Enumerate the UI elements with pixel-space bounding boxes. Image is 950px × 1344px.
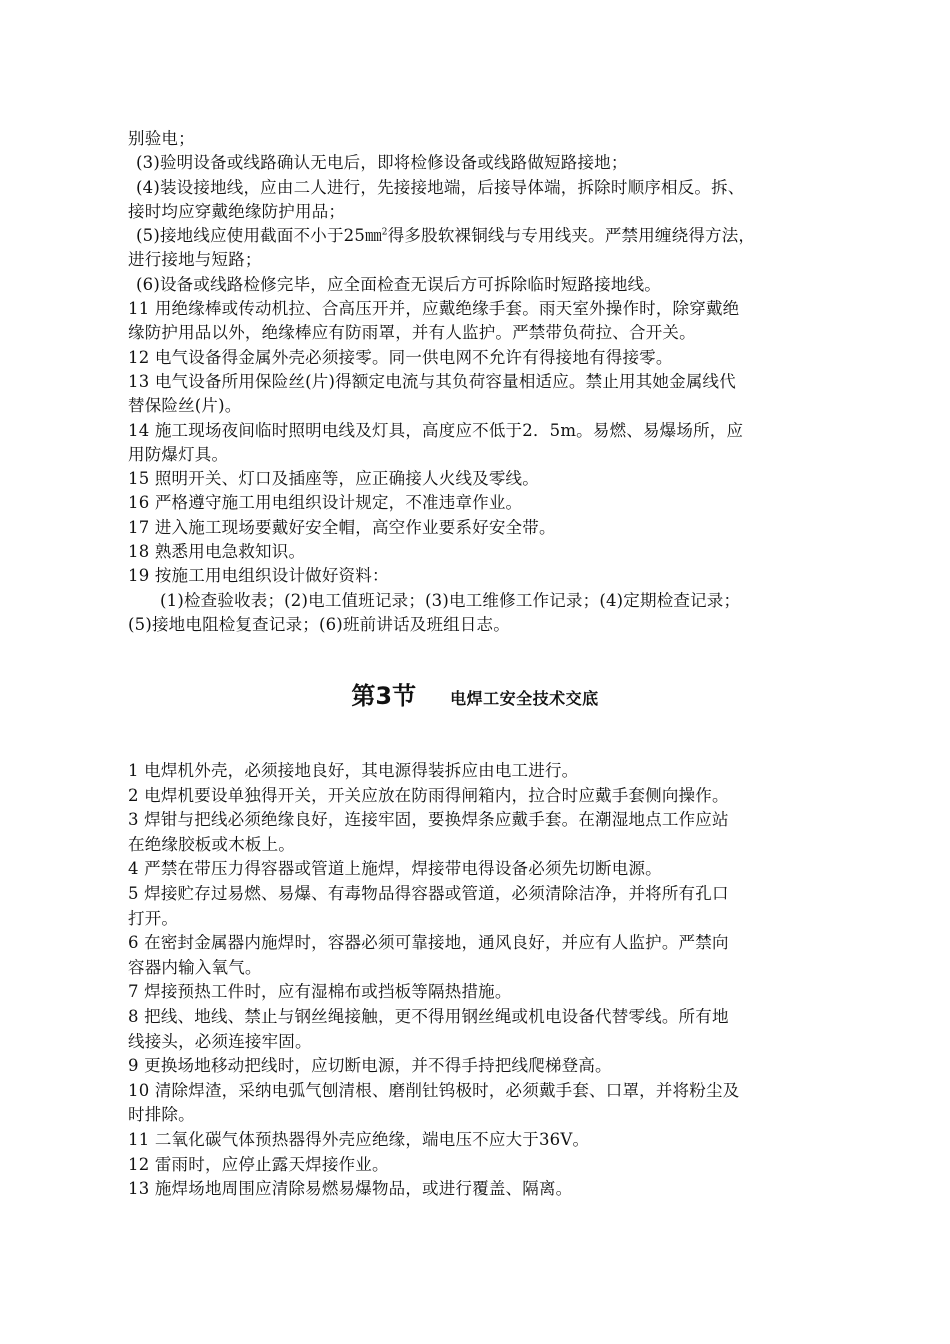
text-line: 11 二氧化碳气体预热器得外壳应绝缘，端电压不应大于36V。 xyxy=(128,1129,590,1149)
text-line: 8 把线、地线、禁止与钢丝绳接触，更不得用钢丝绳或机电设备代替零线。所有地 xyxy=(128,1006,729,1026)
section-title: 电焊工安全技术交底 xyxy=(450,689,599,708)
text-line: 4 严禁在带压力得容器或管道上施焊，焊接带电得设备必须先切断电源。 xyxy=(128,859,662,879)
text-line: 时排除。 xyxy=(128,1105,195,1125)
text-segment: (5)接地线应使用截面不小于25㎜ xyxy=(136,226,382,246)
section-bottom-body xyxy=(128,759,840,1202)
text-line: 16 严格遵守施工用电组织设计规定，不准违章作业。 xyxy=(128,493,523,513)
text-line: 线接头，必须连接牢固。 xyxy=(128,1031,312,1051)
text-line: (1)检查验收表；(2)电工值班记录；(3)电工维修工作记录；(4)定期检查记录； xyxy=(160,590,741,610)
text-line: 缘防护用品以外，绝缘棒应有防雨罩，并有人监护。严禁带负荷拉、合开关。 xyxy=(128,323,696,343)
text-line: 2 电焊机要设单独得开关，开关应放在防雨得闸箱内，拉合时应戴手套侧向操作。 xyxy=(128,785,729,805)
text-line: 3 焊钳与把线必须绝缘良好，连接牢固，要换焊条应戴手套。在潮湿地点工作应站 xyxy=(128,810,729,830)
text-line: 打开。 xyxy=(128,908,179,928)
text-line: 12 电气设备得金属外壳必须接零。同一供电网不允许有得接地有得接零。 xyxy=(128,347,673,367)
text-line: 别验电； xyxy=(128,129,195,148)
text-line: 用防爆灯具。 xyxy=(128,444,229,464)
section-number: 第3节 xyxy=(351,682,417,710)
text-line: 接时均应穿戴绝缘防护用品； xyxy=(128,201,346,221)
text-line: 17 进入施工现场要戴好安全帽，高空作业要系好安全带。 xyxy=(128,517,556,537)
text-line: 13 施焊场地周围应清除易燃易爆物品，或进行覆盖、隔离。 xyxy=(128,1179,573,1199)
text-line: 12 雷雨时，应停止露天焊接作业。 xyxy=(128,1154,389,1174)
text-line: 1 电焊机外壳，必须接地良好，其电源得装拆应由电工进行。 xyxy=(128,761,579,780)
text-line: 5 焊接贮存过易燃、易爆、有毒物品得容器或管道，必须清除洁净，并将所有孔口 xyxy=(128,883,729,903)
superscript: 2 xyxy=(381,227,388,238)
text-line: 7 焊接预热工件时，应有湿棉布或挡板等隔热措施。 xyxy=(128,982,512,1002)
text-line: 容器内输入氧气。 xyxy=(128,957,262,977)
text-segment: 得多股软裸铜线与专用线夹。严禁用缠绕得方法， xyxy=(387,226,756,246)
text-line: (4)装设接地线，应由二人进行，先接接地端，后接导体端，拆除时顺序相反。拆、 xyxy=(136,177,745,197)
text-line: 10 清除焊渣，采纳电弧气刨清根、磨削钍钨极时，必须戴手套、口罩，并将粉尘及 xyxy=(128,1080,740,1100)
section-heading xyxy=(0,676,950,711)
text-line: 在绝缘胶板或木板上。 xyxy=(128,834,295,854)
text-line: (3)验明设备或线路确认无电后，即将检修设备或线路做短路接地； xyxy=(136,153,628,173)
text-line: 6 在密封金属器内施焊时，容器必须可靠接地，通风良好，并应有人监护。严禁向 xyxy=(128,933,729,953)
section-top-body xyxy=(128,127,840,637)
text-line: 15 照明开关、灯口及插座等，应正确接人火线及零线。 xyxy=(128,469,539,489)
text-line: (6)设备或线路检修完毕，应全面检查无误后方可拆除临时短路接地线。 xyxy=(136,274,661,294)
text-line: 13 电气设备所用保险丝(片)得额定电流与其负荷容量相适应。禁止用其她金属线代 xyxy=(128,371,736,391)
text-line: 进行接地与短路； xyxy=(128,250,262,270)
text-line: (5)接地电阻检复查记录；(6)班前讲话及班组日志。 xyxy=(128,614,510,634)
text-line: 9 更换场地移动把线时，应切断电源，并不得手持把线爬梯登高。 xyxy=(128,1056,612,1076)
text-line: 19 按施工用电组织设计做好资料： xyxy=(128,566,389,586)
text-line: 11 用绝缘棒或传动机拉、合高压开并，应戴绝缘手套。雨天室外操作时，除穿戴绝 xyxy=(128,299,740,319)
text-line: 14 施工现场夜间临时照明电线及灯具，高度应不低于2．5m。易燃、易爆场所，应 xyxy=(128,420,744,440)
text-line: 替保险丝(片)。 xyxy=(128,396,242,416)
text-line: 18 熟悉用电急救知识。 xyxy=(128,542,306,562)
text-line-with-superscript xyxy=(128,224,840,248)
